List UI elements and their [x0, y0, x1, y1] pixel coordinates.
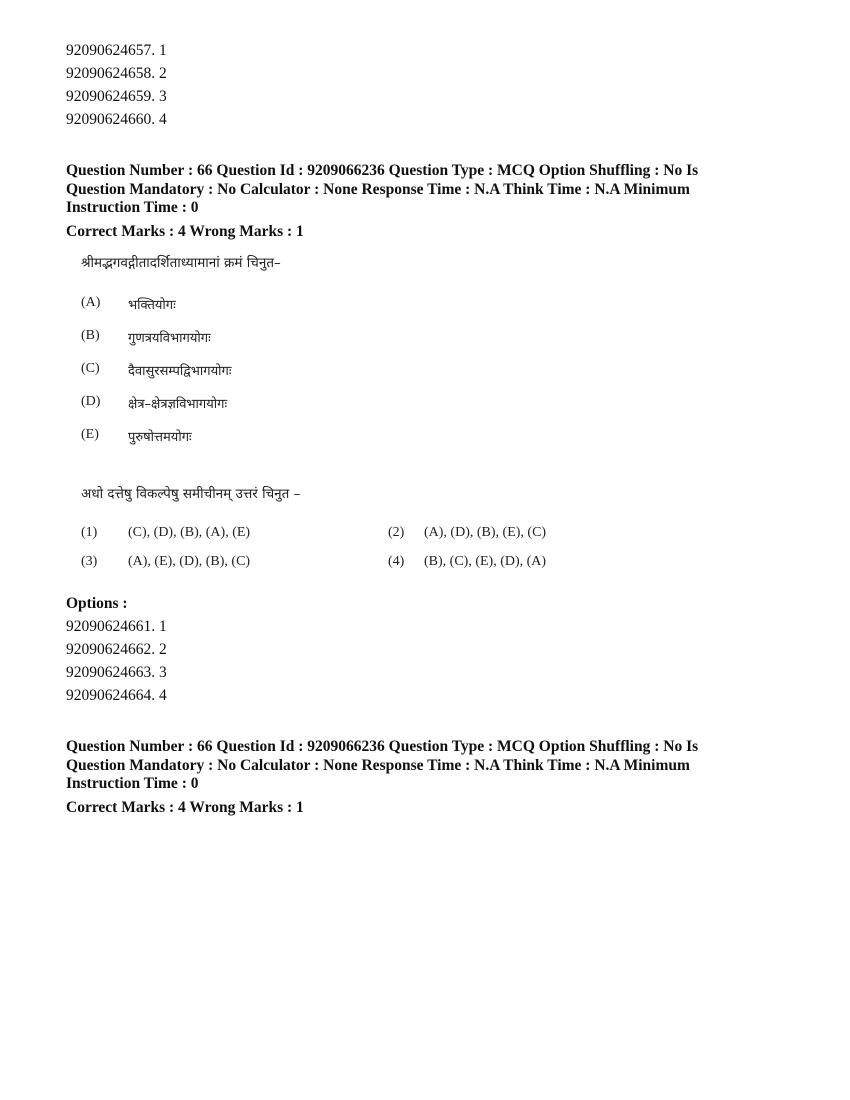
item-text: भक्तियोगः [128, 298, 176, 313]
question-instruction: अधो दत्तेषु विकल्पेषु समीचीनम् उत्तरं चिनुत – [81, 486, 301, 502]
item-text: दैवासुरसम्पद्विभागयोगः [128, 364, 232, 379]
item-label: (D) [81, 394, 101, 409]
item-text: पुरुषोत्तमयोगः [128, 430, 192, 445]
option-line: 92090624658. 2 [66, 65, 167, 82]
question-marks: Correct Marks : 4 Wrong Marks : 1 [66, 223, 304, 240]
options-heading: Options : [66, 595, 128, 612]
option-line: 92090624657. 1 [66, 42, 167, 59]
question-meta-line: Question Number : 66 Question Id : 9209066236 Question Type : MCQ Option Shuffling : No Is [66, 162, 699, 179]
choice-text: (A), (D), (B), (E), (C) [424, 525, 547, 540]
option-line: 92090624661. 1 [66, 618, 167, 635]
question-marks: Correct Marks : 4 Wrong Marks : 1 [66, 799, 304, 816]
item-text: क्षेत्र–क्षेत्रज्ञविभागयोगः [128, 397, 228, 412]
question-meta [66, 162, 766, 218]
choice-number: (2) [388, 525, 405, 540]
item-label: (B) [81, 328, 100, 343]
choice-number: (3) [81, 554, 98, 569]
choice-text: (A), (E), (D), (B), (C) [128, 554, 251, 569]
choice-number: (1) [81, 525, 98, 540]
item-label: (E) [81, 427, 99, 442]
item-label: (C) [81, 361, 100, 376]
item-text: गुणत्रयविभागयोगः [128, 331, 211, 346]
option-line: 92090624662. 2 [66, 641, 167, 658]
choice-number: (4) [388, 554, 405, 569]
choice-text: (C), (D), (B), (A), (E) [128, 525, 251, 540]
option-line: 92090624659. 3 [66, 88, 167, 105]
item-label: (A) [81, 295, 101, 310]
question-meta-line: Question Mandatory : No Calculator : None Response Time : N.A Think Time : N.A Minimum [66, 180, 690, 198]
question-meta [66, 738, 766, 794]
question-meta-line: Instruction Time : 0 [66, 199, 199, 216]
option-line: 92090624663. 3 [66, 664, 167, 681]
question-meta-line: Question Number : 66 Question Id : 9209066236 Question Type : MCQ Option Shuffling : No Is [66, 738, 699, 755]
question-prompt: श्रीमद्भगवद्गीतादर्शिताध्यामानां क्रमं चिनुत– [81, 255, 281, 271]
option-line: 92090624664. 4 [66, 687, 167, 704]
question-meta-line: Instruction Time : 0 [66, 775, 199, 792]
question-meta-line: Question Mandatory : No Calculator : None Response Time : N.A Think Time : N.A Minimum [66, 756, 690, 774]
choice-text: (B), (C), (E), (D), (A) [424, 554, 547, 569]
option-line: 92090624660. 4 [66, 111, 167, 128]
